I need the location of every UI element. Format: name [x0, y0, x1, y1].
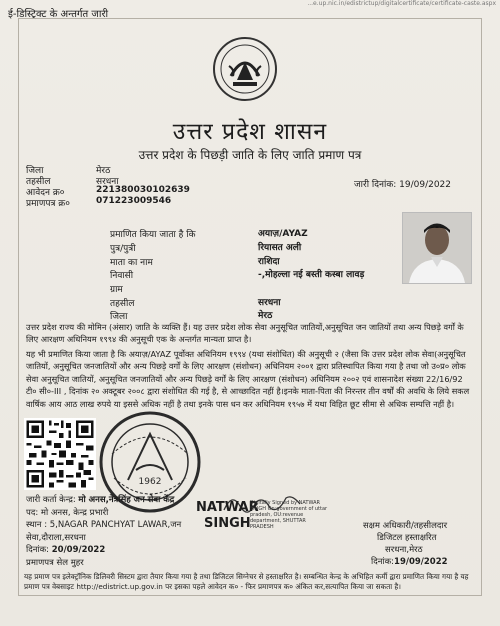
tehsil-value: सरधना [96, 177, 119, 187]
district-value: मेरठ [96, 166, 111, 176]
post-label: पद: [26, 507, 39, 518]
creamy-layer-statement: यह भी प्रमाणित किया जाता है कि अयाज़/AYAZ पूर्वोक्त अधिनियम १९९४ (यथा संशोधित) की अनुसूची २ (जैसा कि उत्तर प्रदेश लोक सेवा(अनुसूचित जातियों, अनुसूचित जनजातियों और अन्य पिछड़े वर्गों के लिए आरक्षण (संशोधन) अधिनियम २००१ द्वारा प्रतिस्थापित किया गया है तथा जो उ०प्र० लोक सेवा अनुसूचित जातियों, अनुसूचित जनजातियों और अन्य पिछड़े वर्गों के लिए आरक्षण (संशोधन) अधिनियम २००२ एवं शासनादेश संख्या 22/16/92 टी० सी०-III , दिनांक २० अक्टूबर २००८ द्वारा संशोधित की गई है, से आच्छादित नहीं है।इनके माता-पिता की निरन्तर तीन वर्षों की अवधि के लिये सकल वार्षिक आय आठ लाख रुपये या इससे अधिक नहीं है तथा इनके पास धन कर अधिनियम १९५७ में यथा विहित छूट सीमा से अधिक सम्पत्ति नहीं है। [26, 349, 470, 409]
signer-last-name: SINGH [204, 516, 251, 531]
authority-place: सरधना,मेरठ [385, 545, 423, 555]
issuer-date-value: 20/09/2022 [51, 545, 106, 555]
village-label: ग्राम [110, 285, 123, 295]
place-label: स्थान : [26, 520, 48, 530]
kendra-label: जारी कर्ता केन्द्र: [26, 495, 76, 505]
source-url: ...e.up.nic.in/edistrictup/digitalcertificate/certificate-caste.aspx [307, 0, 496, 7]
issuer-date-label: दिनांक: [26, 545, 50, 555]
digital-signature-note: Digitally Signed by NATWAR SINGH On:government of uttar pradesh, OU:revenue department, SHUTTAR PRADESH [250, 500, 328, 530]
authority-date-value: 19/09/2022 [394, 557, 448, 567]
seal-number: 1962 [138, 477, 162, 487]
signer-first-name: NATWAR [196, 500, 259, 515]
application-label: आवेदन क्र० [26, 188, 65, 198]
applicant-photo [402, 212, 472, 284]
up-government-emblem [211, 36, 279, 102]
place-value: 5,NAGAR PANCHYAT LAWAR,जन सेवा,दौराला,सरधना [26, 520, 182, 543]
resident-label: निवासी [110, 271, 134, 281]
certify-label: प्रमाणित किया जाता है कि [110, 230, 196, 240]
applicant-district-value: मेरठ [258, 311, 273, 321]
post-value: मो अनस, केन्द्र प्रभारी [40, 507, 109, 518]
document-title: उत्तर प्रदेश शासन [172, 119, 328, 145]
applicant-district-label: जिला [110, 312, 128, 322]
issue-date-label: जारी दिनांक: [354, 180, 397, 190]
authority-designation: सक्षम अधिकारी/तहसीलदार [363, 521, 448, 531]
issuer-details [26, 494, 226, 569]
stamp-label: प्रमाणपत्र सेल मुहर [26, 557, 84, 568]
authority-date-label: दिनांक: [371, 557, 395, 567]
applicant-name: अयाज़/AYAZ [258, 229, 308, 239]
district-label: जिला [26, 166, 44, 176]
issue-date [354, 177, 451, 190]
certificate-label: प्रमाणपत्र क्र० [26, 199, 70, 209]
issue-date-value: 19/09/2022 [399, 180, 452, 190]
resident-address: -,मोहल्ला नई बस्ती कस्बा लावड़ [258, 270, 365, 280]
authority-details [363, 520, 448, 568]
mother-label: माता का नाम [110, 258, 153, 268]
applicant-tehsil-label: तहसील [110, 299, 135, 309]
kendra-value: मो अनस,नेत्रसिंह जन सेवा केंद्र [78, 495, 175, 505]
tehsil-label: तहसील [26, 177, 51, 187]
caste-statement: उत्तर प्रदेश राज्य की मोमिन (अंसार) जाति के व्यक्ति हैं। यह उत्तर प्रदेश लोक सेवा अनुसूचित जातियों,अनुसूचित जन जातियों तथा अन्य पिछड़े वर्गों के लिए आरक्षण अधिनियम १९९४ की अनुसूची एक के अन्तर्गत मान्यता प्राप्त है। [26, 322, 464, 345]
father-label: पुत्र/पुत्री [110, 244, 136, 254]
father-name: रियासत अली [258, 243, 302, 253]
mother-name: राशिदा [258, 257, 280, 267]
qr-code [24, 418, 96, 490]
document-subtitle: उत्तर प्रदेश के पिछड़ी जाति के लिए जाति प्रमाण पत्र [138, 148, 362, 162]
application-number: 221380030102639 [96, 185, 190, 195]
certificate-number: 071223009546 [96, 196, 172, 206]
footer-note: यह प्रमाण पत्र इलेक्ट्रॉनिक डिलिवरी सिस्टम द्वारा तैयार किया गया है तथा डिजिटल सिग्नेचर से हस्ताक्षरित है। सम्बन्धित केन्द्र के अभिहित कर्मी द्वारा प्रमाणित किया गया है यह प्रमाण पत्र वेबसाइट http://edistrict.up.gov.in पर इसका पहले आवेदन क० - फिर प्रमाणपत्र क० अंकित कर,सत्यापित किया जा सकता है। [24, 572, 469, 591]
applicant-tehsil-value: सरधना [258, 298, 281, 308]
person-photo-icon [403, 213, 471, 283]
digitally-signed-label: डिजिटल हस्ताक्षरित [377, 533, 437, 543]
edistrict-note: ई-डिस्ट्रिक्ट के अन्तर्गत जारी [8, 9, 109, 20]
